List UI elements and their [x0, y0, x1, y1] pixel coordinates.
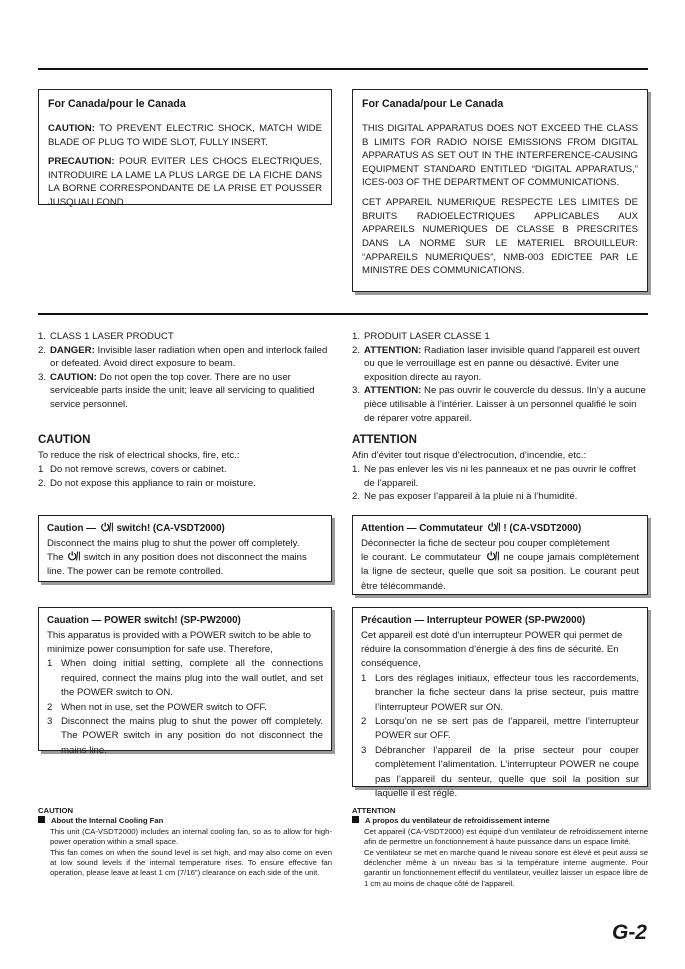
standby-power-icon	[487, 522, 500, 532]
emissions-french-paragraph: CET APPAREIL NUMERIQUE RESPECTE LES LIMITES DE BRUITS RADIOELECTRIQUES APPLICABLES AUX APPAREILS NUMERIQUES DE CLASSE B PRESCRITES DANS LA NORME SUR LE MATERIEL BROUILLEUR: “APPAREILS NUMERIQUES”, NMB-003 EDICTEE PAR LE MINISTRE DES COMMUNICATIONS.	[362, 197, 638, 277]
list-item: 2. Ne pas exposer l’appareil à la pluie ni à l’humidité.	[352, 491, 578, 503]
laser-warnings-french	[352, 330, 648, 425]
power-switch-box-french	[352, 607, 648, 799]
caution-label: CAUTION:	[48, 123, 95, 135]
square-bullet-icon	[352, 816, 359, 823]
standby-power-icon	[486, 551, 499, 561]
commutateur-heading: Attention — Commutateur ! (CA-VSDT2000)	[361, 523, 582, 534]
caution-intro: To reduce the risk of electrical shocks, fire, etc.:	[38, 450, 240, 462]
list-item: 3. CAUTION: Do not open the top cover. There are no user serviceable parts inside the unit; leave all servicing to qualitied service personnel.	[38, 371, 315, 411]
commutateur-line2: le courant. Le commutateur ne coupe jamais complètement la ligne de secteur, quelle que soit sa position. Le courant peut être télécommandé.	[361, 552, 639, 592]
list-item: 1. CLASS 1 LASER PRODUCT	[38, 331, 174, 342]
caution-text: TO PREVENT ELECTRIC SHOCK, MATCH WIDE BLADE OF PLUG TO WIDE SLOT, FULLY INSERT.	[48, 123, 322, 148]
list-item: 1 Do not remove screws, covers or cabinet.	[38, 463, 227, 475]
cooling-fan-french	[352, 806, 648, 889]
list-item: 3. ATTENTION: Ne pas ouvrir le couvercle du dessus. Iln’y a aucune pièce utilisable à l’intérier. Laisser à un personnel qualifié le soin de réparer votre appareil.	[352, 385, 646, 424]
list-item: 2. DANGER: Invisible laser radiation when open and interlock failed or defeated. Avoid direct exposure to beam.	[38, 344, 328, 370]
fan-paragraph: Ce ventilateur se met en marche quand le niveau sonore est élevé et peut aussi se déclencher même à un niveau bas si la température interne augmente. Pour garantir un fonctionnement effectif du ventilateur, veuillez laisser un espace libre de 1 cm au moins de chaque côté de l’appareil.	[364, 847, 648, 888]
top-rule	[38, 68, 648, 70]
interrupteur-heading: Précaution — Interrupteur POWER (SP-PW2000)	[361, 615, 586, 626]
emissions-english-paragraph: THIS DIGITAL APPARATUS DOES NOT EXCEED THE CLASS B LIMITS FOR RADIO NOISE EMISSIONS FROM DIGITAL APPARATUS AS SET OUT IN THE INTERFERENCE-CAUSING EQUIPMENT STANDARD ENTITLED “DIGITAL APPARATUS,” ICES-003 OF THE DEPARTMENT OF COMMUNICATIONS.	[362, 123, 638, 189]
fan-attention-heading: ATTENTION	[352, 806, 396, 815]
standby-power-icon	[67, 551, 80, 561]
canada-caution-box	[38, 89, 332, 209]
list-item: 2. Do not expose this appliance to rain or moisture.	[38, 477, 256, 489]
attention-intro: Afin d’éviter tout risque d’électrocution, d’incendie, etc.:	[352, 450, 587, 462]
power-switch-intro: This apparatus is provided with a POWER switch to be able to minimize power consumption for safe use. Therefore,	[47, 629, 311, 656]
power-switch-box-english	[38, 607, 332, 756]
fan-paragraph: This unit (CA-VSDT2000) includes an internal cooling fan, so as to allow for high-power operation within a small space.	[50, 826, 332, 847]
precaution-label: PRECAUTION:	[48, 156, 115, 168]
commutateur-line1: Déconnecter la fiche de secteur pou couper complètement	[361, 537, 610, 549]
fan-paragraph: Cet appareil (CA-VSDT2000) est équipé d’un ventilateur de refroidissement interne afin de permettre un fonctionnement à haute puissance dans un espace limité.	[364, 826, 648, 847]
power-switch-heading: Cauation — POWER switch! (SP-PW2000)	[47, 615, 241, 626]
list-item: 2 When not in use, set the POWER switch to OFF.	[47, 701, 267, 713]
caution-section-french	[352, 432, 648, 504]
laser-warnings-english	[38, 330, 332, 412]
fan-paragraph: This fan comes on when the sound level is set high, and may also come on even at low sound levels if the internal temperature rises. To ensure effective fan operation, please leave at least 1 cm (7/16") clearance on each side of the unit.	[50, 847, 332, 878]
standby-switch-line1: Disconnect the mains plug to shut the power off completely.	[47, 537, 300, 549]
list-item: 1. PRODUIT LASER CLASSE 1	[352, 331, 490, 342]
attention-heading: ATTENTION	[352, 434, 417, 446]
list-item: 1. Ne pas enlever les vis ni les panneaux et ne pas ouvrir le coffret de l’appareil.	[352, 463, 636, 489]
precaution-text: POUR EVITER LES CHOCS ELECTRIQUES, INTRODUIRE LA LAME LA PLUS LARGE DE LA FICHE DANS LA BORNE CORRESPONDANTE DE LA PRISE ET POUSSER JUSQUAU FOND	[48, 156, 322, 209]
canada-precaution-paragraph	[48, 155, 322, 209]
standby-power-icon	[100, 522, 113, 532]
interrupteur-intro: Cet appareil est doté d’un interrupteur POWER qui permet de réduire la consommation d’énergie à des fins de sécurité. En conséquence,	[361, 629, 623, 670]
fan-caution-heading: CAUTION	[38, 806, 74, 815]
standby-switch-box-french	[352, 515, 648, 595]
caution-section-english	[38, 432, 332, 490]
canada-caution-paragraph	[48, 122, 322, 149]
standby-switch-line2: The switch in any position does not disconnect the mains line. The power can be remote controlled.	[47, 552, 307, 578]
list-item: 1 Lors des réglages initiaux, effecteur tous les raccordements, brancher la fiche secteur dans la prise secteur, puis mattre l’interrupteur POWER sur ON.	[361, 672, 639, 713]
middle-rule	[38, 313, 648, 315]
fan-subheading: About the Internal Cooling Fan	[38, 816, 332, 826]
list-item: 2. ATTENTION: Radiation laser invisible quand l'appareil est ouvert ou que le verrouillage est en panne ou désactivé. Eviter une exposition directe au rayon.	[352, 344, 640, 383]
fan-subheading: A propos du ventilateur de refroidissement interne	[352, 816, 648, 826]
page-number: G-2	[611, 921, 647, 944]
list-item: 3 Débrancher l’appareil de la prise secteur pour couper complètement l’alimentation. L’interrupteur POWER ne coupe pas l’appareil du senteur, quelle que soil la position sur laquelle il est réglé.	[361, 744, 639, 799]
list-item: 2 Lorsqu’on ne se sert pas de l’appareil, mettre l’interrupteur POWER sur OFF.	[361, 716, 639, 742]
standby-switch-box-english	[38, 515, 332, 582]
square-bullet-icon	[38, 816, 45, 823]
standby-switch-heading: Caution — switch! (CA-VSDT2000)	[47, 523, 225, 534]
canada-left-heading: For Canada/pour le Canada	[48, 98, 186, 110]
cooling-fan-english	[38, 806, 332, 879]
canada-right-heading: For Canada/pour Le Canada	[362, 98, 504, 110]
caution-heading: CAUTION	[38, 434, 91, 446]
list-item: 3 Disconnect the mains plug to shut the power off completely. The POWER switch in any position do not disconnect the mains line.	[47, 716, 323, 756]
canada-emissions-box	[352, 89, 648, 292]
list-item: 1 When doing initial setting, complete all the connections required, connect the mains plug into the wall outlet, and set the POWER switch to ON.	[47, 658, 323, 699]
